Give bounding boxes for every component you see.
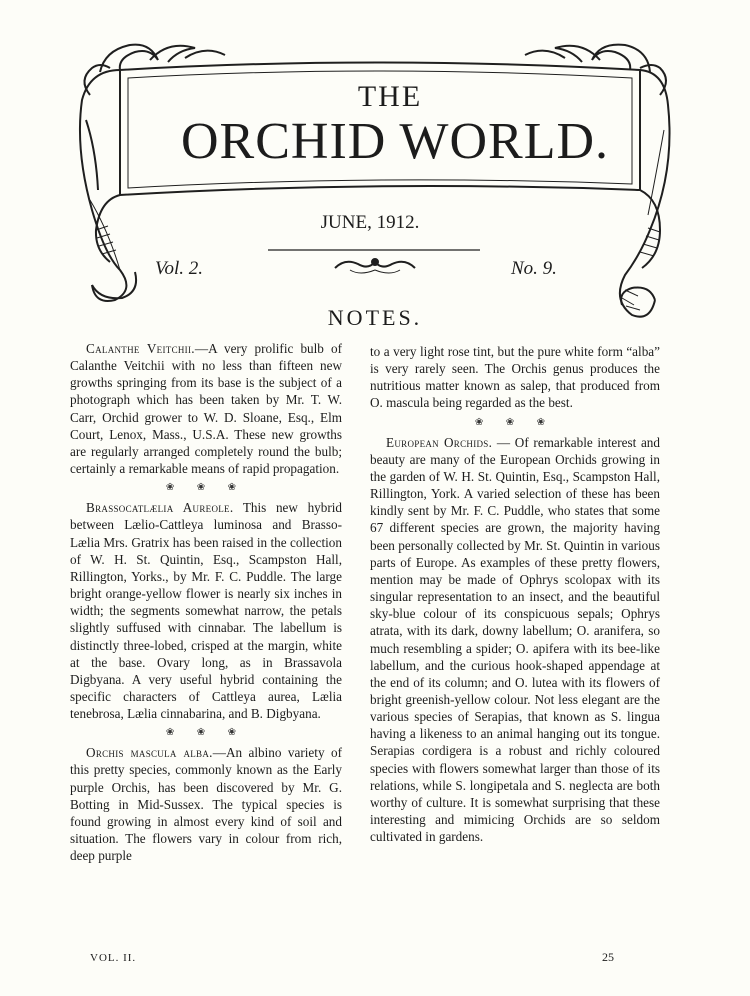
article-body: This new hybrid between Lælio-Cattleya luminosa and Brasso-Lælia Mrs. Gratrix has been raised in the collection of W. H. St. Quintin, Esq., Scampston Hall, Rillington, Yorks., by Mr. F. C. Puddle. The large bright orange-yellow flower is nearly six inches in width; the segments somewhat narrow, the petals slightly suffused with cinnabar. The labellum is distinctly three-lobed, crisped at the margin, white at the base. Ovary long, as in Brassavola Digbyana. A very useful hybrid containing the specific characters of Cattleya aurea, Lælia tenebrosa, Lælia cinnabarina, and B. Digbyana. xyxy=(70,500,343,722)
volume-label: Vol. 2. xyxy=(155,258,204,279)
left-column xyxy=(70,340,342,864)
section-separator: ❀ ❀ ❀ xyxy=(165,482,247,494)
article-body: —An albino variety of this pretty species, commonly known as the Early purple Orchis, has been discovered by Mr. G. Botting in Mid-Sussex. The typical species is found growing in almost every kind of soil and situation. The flowers vary in colour from rich, deep purple xyxy=(70,745,342,864)
issue-number: No. 9. xyxy=(511,258,557,279)
article-lead: European Orchids. xyxy=(386,434,493,450)
footer-volume: VOL. II. xyxy=(90,952,137,964)
article-body: —A very prolific bulb of Calanthe Veitchii with no less than fifteen new growths springing from its base is the subject of a photograph which has been taken by Mr. T. W. Carr, Orchid grower to W. D. Sloane, Esq., Elm Court, Lenox, Mass., U.S.A. These new growths are regularly arranged completely round the bulb; certainly a remarkable means of rapid propagation. xyxy=(70,341,342,477)
section-separator: ❀ ❀ ❀ xyxy=(165,727,247,739)
section-separator: ❀ ❀ ❀ xyxy=(474,416,556,428)
article-body: — Of remarkable interest and beauty are many of the European Orchids growing in the garden of W. H. St. Quintin, Esq., Scampston Hall, Rillington, York. A varied selection of these has been kindly sent by Mr. F. C. Puddle, who states that some 67 different species are grown, the majority having been personally collected by Mr. St. Quintin in various parts of Europe. As examples of these pretty flowers, mention may be made of Ophrys scolopax with its singular representation to an insect, and the beautiful sky-blue colour of its conspicuous sepals; Ophrys atrata, with its dark, downy labellum; O. aranifera, so much resembling a spider; O. apifera with its bee-like labellum, and the curious hook-shaped appendage at the end of its column; and O. lutea with its flowers of bright greenish-yellow colour. Not less elegant are the various species of Serapias, that known as S. lingua having a likeness to an animal hanging out its tongue. Serapias cordigera is a robust and richly coloured species with flowers somewhat larger than those of its relations, while S. longipetala and S. neglecta are both worthy of culture. It is somewhat surprising that these interesting and mimicing Orchids are so seldom cultivated in gardens. xyxy=(370,434,660,845)
masthead-the: THE xyxy=(357,80,423,113)
article-calanthe xyxy=(70,340,342,477)
article-brassocatlaelia xyxy=(70,499,342,722)
article-lead: Orchis mascula alba. xyxy=(86,745,213,761)
page-number: 25 xyxy=(602,950,614,964)
article-lead: Calanthe Veitchii. xyxy=(86,341,195,356)
issue-date: JUNE, 1912. xyxy=(320,212,420,233)
article-continuation: to a very light rose tint, but the pure white form “alba” is very rarely seen. The Orchis genus produces the nutritious matter known as salep, that produced from O. mascula being regarded as the best. xyxy=(370,344,660,411)
article-orchis-mascula xyxy=(70,744,342,864)
section-heading: NOTES. xyxy=(327,305,423,330)
article-european-orchids xyxy=(370,434,660,846)
article-lead: Brassocatlælia Aureole. xyxy=(86,500,234,516)
right-column xyxy=(370,343,660,845)
masthead-title: ORCHID WORLD. xyxy=(180,113,610,170)
